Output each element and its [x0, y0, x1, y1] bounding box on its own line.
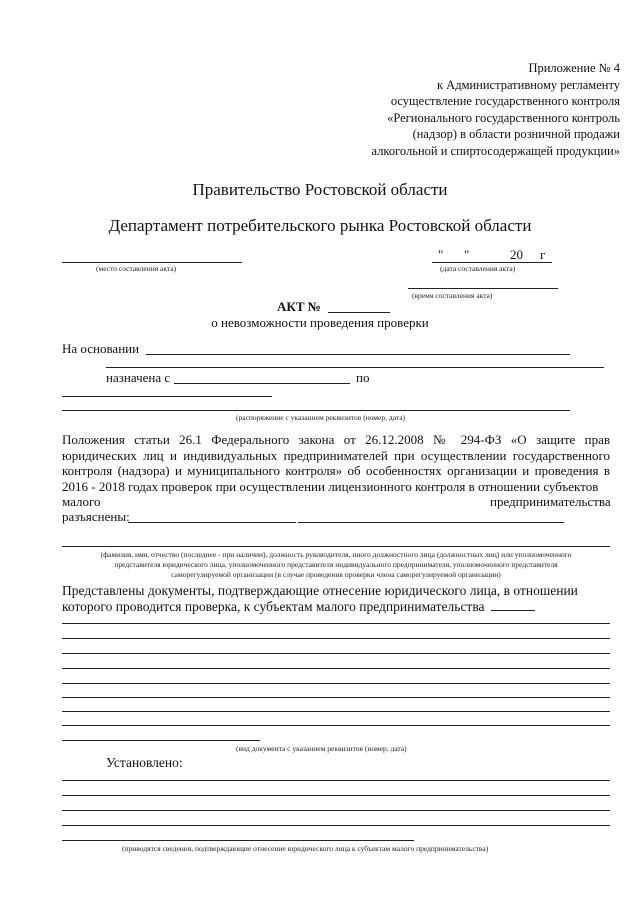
assigned-from-line[interactable]	[174, 383, 350, 384]
blank-line-5[interactable]	[62, 683, 610, 684]
government-title: Правительство Ростовской области	[192, 180, 448, 199]
explained-line-2[interactable]	[298, 522, 564, 523]
provisions-right-word: предпринимательства	[490, 494, 611, 509]
blank-line-8[interactable]	[62, 725, 610, 726]
final-caption: (приводятся сведения, подтверждающие отнесение юридического лица к субъектам малого предпринимательства)	[122, 844, 489, 853]
act-number-line[interactable]	[328, 312, 390, 313]
basis-label: На основании	[62, 341, 140, 356]
established-line-1[interactable]	[62, 780, 610, 781]
established-line-4[interactable]	[62, 825, 610, 826]
act-subtitle: о невозможности проведения проверки	[211, 315, 429, 330]
blank-line-3[interactable]	[62, 653, 610, 654]
assigned-to-line[interactable]	[62, 396, 272, 397]
appendix-line-2: к Административному регламенту	[436, 77, 620, 92]
established-line-5[interactable]	[62, 840, 414, 841]
act-title: АКТ №	[277, 299, 321, 314]
appendix-line-6: алкогольной и спиртосодержащей продукции»	[371, 143, 620, 158]
established-label: Установлено:	[106, 755, 183, 770]
date-caption: (дата составления акта)	[440, 264, 516, 273]
provisions-left-word: малого	[62, 494, 101, 509]
blank-line-4[interactable]	[62, 668, 610, 669]
place-field-line[interactable]	[62, 262, 242, 263]
basis-field-line[interactable]	[146, 354, 570, 355]
date-quote-close: "	[464, 247, 470, 262]
place-caption: (место составления акта)	[96, 264, 177, 273]
established-line-2[interactable]	[62, 795, 610, 796]
appendix-block	[320, 60, 620, 159]
doc-caption: (вид документа с указанием реквизитов (номер, дата)	[236, 744, 407, 753]
blank-line-1[interactable]	[62, 623, 610, 624]
department-title: Департамент потребительского рынка Ростовской области	[108, 216, 532, 235]
person-caption	[62, 550, 610, 580]
date-year-prefix: 20	[510, 247, 523, 262]
doc-field-line[interactable]	[62, 740, 260, 741]
appendix-line-5: (надзор) в области розничной продажи	[412, 127, 620, 141]
time-caption: (время составления акта)	[412, 291, 493, 300]
explained-line-1[interactable]	[128, 522, 296, 523]
provisions-paragraph: Положения статьи 26.1 Федерального закона от 26.12.2008 № 294-ФЗ «О защите прав юридических лиц и индивидуальных предпринимателей при осуществлении государственного контроля (надзора) и муниципального контроля» об особенностях организации и проведения в 2016 - 2018 годах проверок при осуществлении лицензионного контроля в отношении субъектов	[62, 432, 610, 494]
assigned-to-label: по	[356, 370, 370, 385]
appendix-line-3: осуществление государственного контроля	[390, 94, 620, 108]
blank-line-2[interactable]	[62, 638, 610, 639]
appendix-line-4: «Регионального государственного контроль	[387, 110, 620, 125]
established-line-3[interactable]	[62, 810, 610, 811]
provisions-explained: разъяснены:	[62, 509, 130, 524]
assigned-label: назначена с	[106, 370, 171, 385]
date-quote-open: "	[438, 247, 444, 262]
person-caption-line-2: представителя юридического лица, уполномоченного представителя индивидуального предпринимателя, уполномоченного представителя	[114, 560, 558, 569]
person-caption-line-1: (фамилия, имя, отчество (последнее - при наличии), должность руководителя, иного должностного лица (должностных лиц) или уполномоченного	[100, 550, 572, 559]
documents-text: Представлены документы, подтверждающие отнесение юридического лица, в отношении которого проводится проверка, к субъектам малого предпринимательства	[62, 583, 578, 614]
documents-field-line[interactable]	[491, 599, 535, 611]
order-caption: (распоряжение с указанием реквизитов (номер, дата)	[236, 413, 406, 422]
order-field-line[interactable]	[62, 410, 570, 411]
appendix-line-1: Приложение № 4	[528, 61, 620, 75]
date-field-line[interactable]	[432, 262, 552, 263]
blank-line-7[interactable]	[62, 711, 610, 712]
documents-paragraph	[62, 583, 610, 615]
person-caption-line-3: саморегулируемой организации (в случае проведения проверки члена саморегулируемой организации)	[171, 570, 501, 579]
basis-field-line-2[interactable]	[106, 367, 604, 368]
time-field-line[interactable]	[408, 288, 558, 289]
blank-line-6[interactable]	[62, 697, 610, 698]
person-field-line[interactable]	[62, 546, 610, 547]
date-year-suffix: г	[540, 247, 546, 262]
